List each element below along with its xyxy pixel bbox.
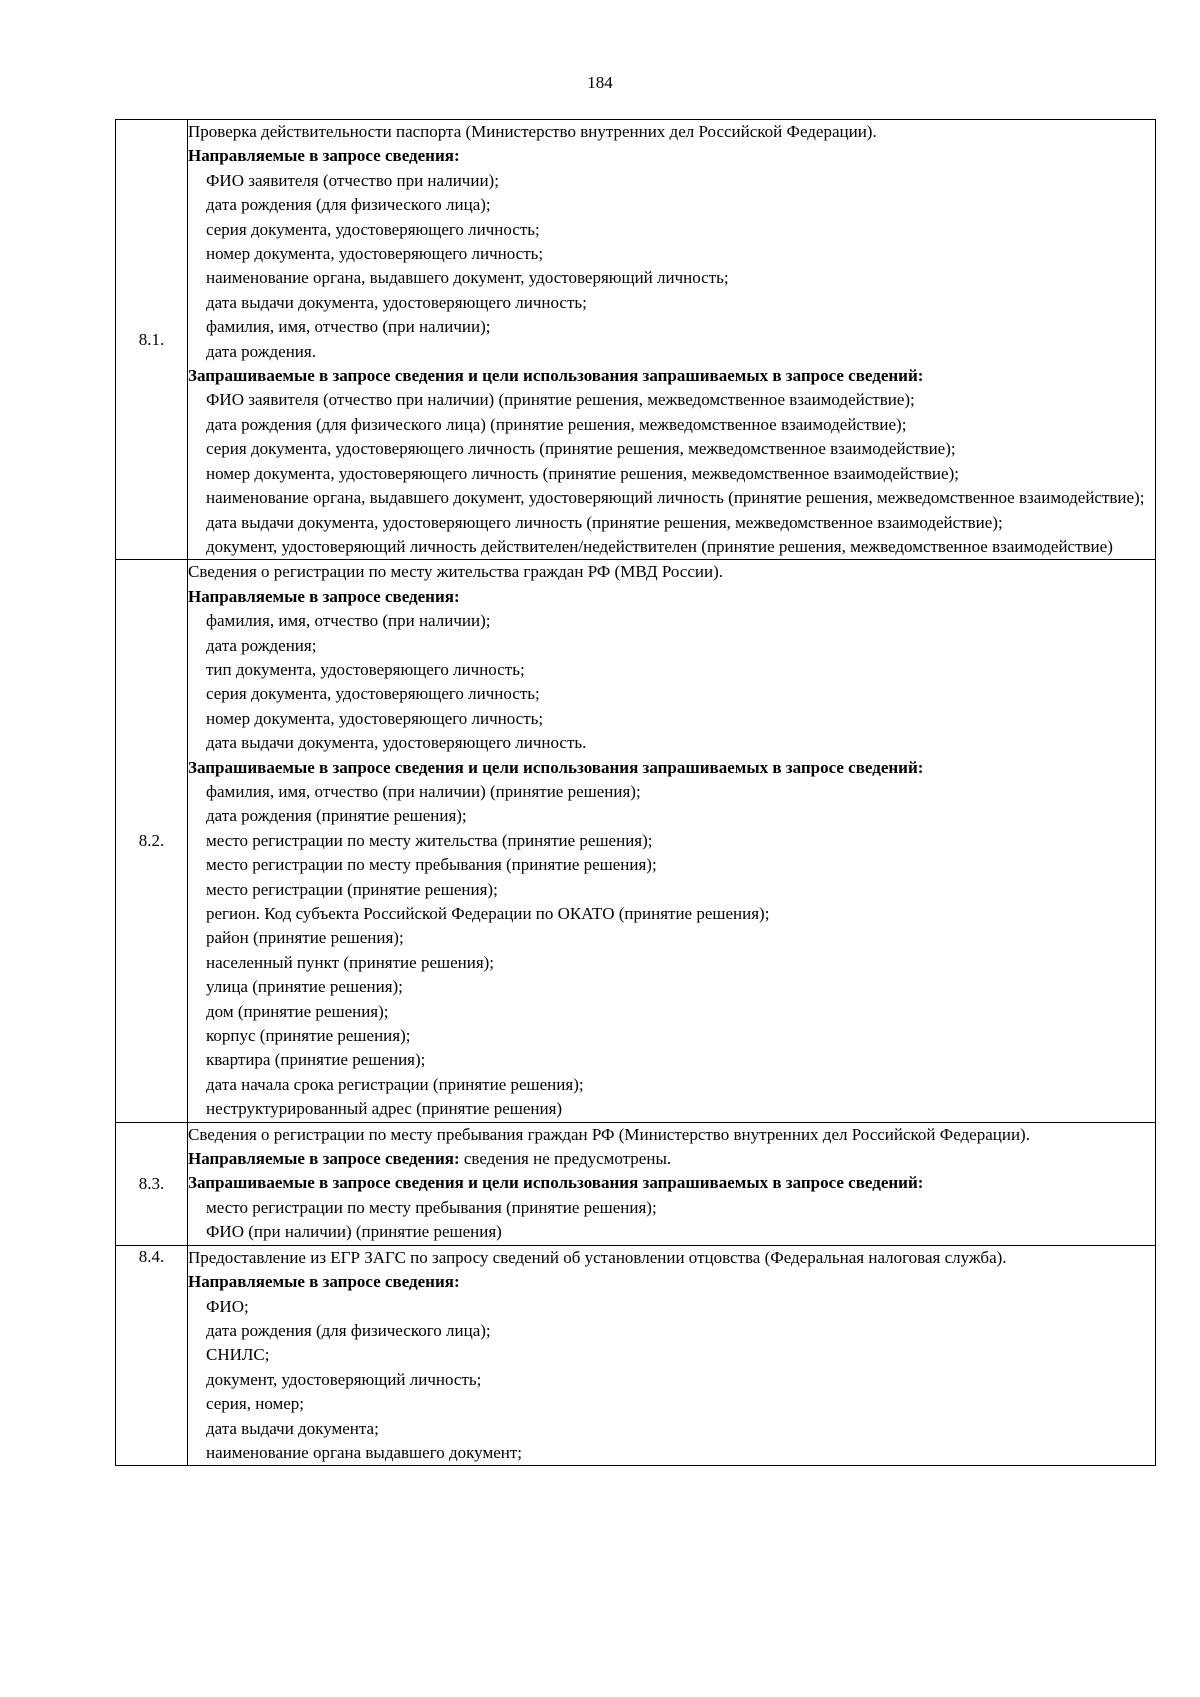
requested-header: Запрашиваемые в запросе сведения и цели использования запрашиваемых в запросе сведений: [188,366,924,386]
table-row [116,1245,1156,1466]
list-item: дата выдачи документа, удостоверяющего личность. [206,733,587,753]
list-item: фамилия, имя, отчество (при наличии); [206,317,491,337]
list-item: дата выдачи документа, удостоверяющего личность (принятие решения, межведомственное взаимодействие); [206,512,1003,532]
list-item: дом (принятие решения); [206,1001,389,1021]
list-item: дата рождения (для физического лица) (принятие решения, межведомственное взаимодействие); [206,414,907,434]
list-item: фамилия, имя, отчество (при наличии) (принятие решения); [206,781,641,801]
requests-table [115,119,1156,1466]
sent-header: Направляемые в запросе сведения: [188,1149,460,1169]
list-item: неструктурированный адрес (принятие решения) [206,1099,563,1119]
list-item: номер документа, удостоверяющего личность; [206,708,544,728]
row-number: 8.2. [116,560,188,1122]
row-title: Сведения о регистрации по месту жительства граждан РФ (МВД России). [188,562,724,582]
row-content [188,1245,1156,1466]
list-item: населенный пункт (принятие решения); [206,952,495,972]
list-item: дата рождения. [206,341,316,361]
list-item: наименование органа выдавшего документ; [206,1442,522,1462]
list-item: фамилия, имя, отчество (при наличии); [206,611,491,631]
page-number: 184 [587,73,613,92]
list-item: ФИО (при наличии) (принятие решения) [206,1222,502,1242]
list-item: место регистрации по месту жительства (принятие решения); [206,830,653,850]
list-item: улица (принятие решения); [206,977,403,997]
requested-header: Запрашиваемые в запросе сведения и цели использования запрашиваемых в запросе сведений: [188,757,924,777]
row-title: Предоставление из ЕГР ЗАГС по запросу сведений об установлении отцовства (Федеральная налоговая служба). [188,1247,1007,1267]
list-item: место регистрации по месту пребывания (принятие решения); [206,1197,657,1217]
list-item: ФИО заявителя (отчество при наличии) (принятие решения, межведомственное взаимодействие); [206,390,915,410]
list-item: дата рождения (принятие решения); [206,806,467,826]
list-item: документ, удостоверяющий личность; [206,1369,482,1389]
sent-header: Направляемые в запросе сведения: [188,1272,460,1292]
row-number: 8.4. [116,1245,188,1466]
list-item: ФИО заявителя (отчество при наличии); [206,170,499,190]
list-item: регион. Код субъекта Российской Федерации по ОКАТО (принятие решения); [206,904,770,923]
list-item: дата рождения; [206,635,317,655]
list-item: квартира (принятие решения); [206,1050,426,1070]
list-item: дата выдачи документа; [206,1418,379,1438]
row-title: Сведения о регистрации по месту пребывания граждан РФ (Министерство внутренних дел Российской Федерации). [188,1124,1030,1144]
sent-line [188,1147,1155,1171]
table-row [116,120,1156,560]
row-content [188,120,1156,560]
list-item: наименование органа, выдавшего документ, удостоверяющий личность; [206,268,729,288]
list-item: тип документа, удостоверяющего личность; [206,659,525,679]
list-item: наименование органа, выдавшего документ, удостоверяющий личность (принятие решения, межведомственное взаимодействие); [206,488,1145,508]
list-item: корпус (принятие решения); [206,1026,411,1046]
list-item: дата рождения (для физического лица); [206,1320,491,1340]
list-item: номер документа, удостоверяющего личность (принятие решения, межведомственное взаимодействие); [206,463,959,483]
list-item: дата выдачи документа, удостоверяющего личность; [206,292,587,312]
requested-header: Запрашиваемые в запросе сведения и цели использования запрашиваемых в запросе сведений: [188,1173,924,1193]
row-content [188,1122,1156,1245]
list-item: район (принятие решения); [206,928,404,948]
row-number: 8.3. [116,1122,188,1245]
row-title: Проверка действительности паспорта (Министерство внутренних дел Российской Федерации). [188,122,877,141]
list-item: СНИЛС; [206,1345,270,1365]
table-row [116,1122,1156,1245]
list-item: место регистрации по месту пребывания (принятие решения); [206,855,657,875]
list-item: номер документа, удостоверяющего личность; [206,244,544,264]
table-row [116,560,1156,1122]
sent-header: Направляемые в запросе сведения: [188,586,460,606]
list-item: ФИО; [206,1296,249,1316]
list-item: дата начала срока регистрации (принятие решения); [206,1074,584,1094]
row-content [188,560,1156,1122]
list-item: серия, номер; [206,1394,305,1414]
sent-inline-text: сведения не предусмотрены. [459,1149,672,1169]
list-item: дата рождения (для физического лица); [206,195,491,215]
list-item: серия документа, удостоверяющего личность; [206,219,540,239]
sent-header: Направляемые в запросе сведения: [188,146,460,166]
list-item: серия документа, удостоверяющего личность (принятие решения, межведомственное взаимодействие); [206,439,956,459]
list-item: место регистрации (принятие решения); [206,879,498,899]
row-number: 8.1. [116,120,188,560]
list-item: серия документа, удостоверяющего личность; [206,684,540,704]
list-item: документ, удостоверяющий личность действителен/недействителен (принятие решения, межведомственное взаимодействие) [206,536,1113,556]
